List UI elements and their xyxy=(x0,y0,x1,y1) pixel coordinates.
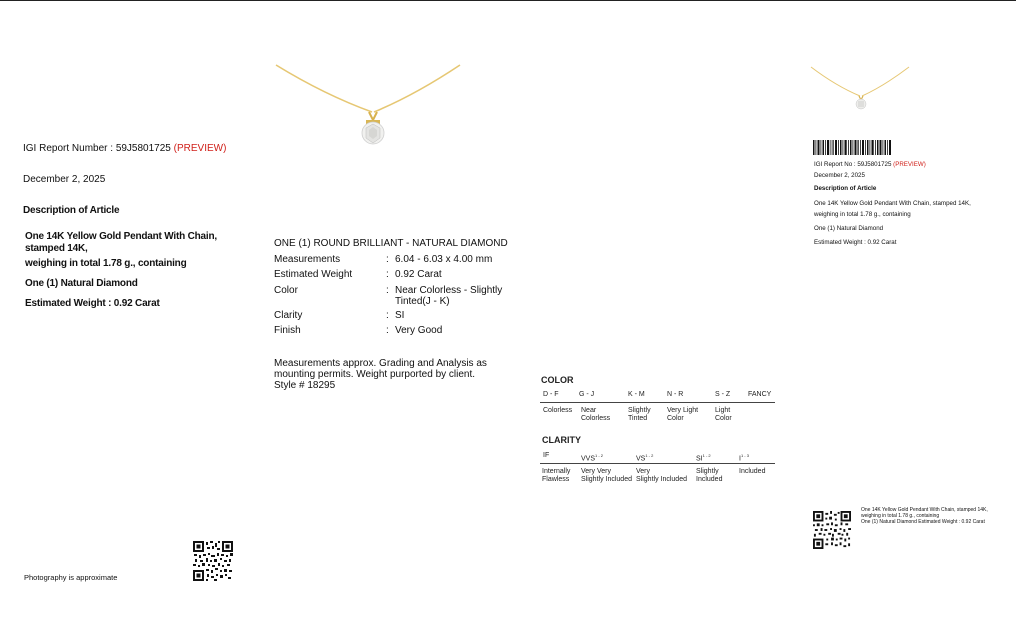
clarity-desc-line: Internally xyxy=(542,468,571,475)
spec-colon: : xyxy=(386,310,389,321)
preview-badge: (PREVIEW) xyxy=(173,143,227,154)
clarity-desc-line: Slightly Included xyxy=(581,476,632,483)
clarity-grade-sup: 1 - 2 xyxy=(645,453,654,458)
report-date: December 2, 2025 xyxy=(23,174,106,185)
color-desc xyxy=(628,407,651,423)
spec-label: Estimated Weight xyxy=(274,269,353,280)
color-desc xyxy=(667,407,698,423)
clarity-grade xyxy=(739,452,749,463)
card-article-line-1: One 14K Yellow Gold Pendant With Chain, stamped 14K, xyxy=(814,200,971,207)
clarity-grade-sup: 1 - 2 xyxy=(595,453,604,458)
card-report-number-line xyxy=(814,161,926,169)
clarity-desc xyxy=(581,468,632,484)
color-desc-line: Tinted xyxy=(628,415,648,422)
card-article-line-2: weighing in total 1.78 g., containing xyxy=(814,211,911,218)
measurement-note: Measurements approx. Grading and Analysis as mounting permits. Weight purported by client. xyxy=(274,358,487,380)
clarity-grade-sup: 1 - 2 xyxy=(702,453,711,458)
spec-value: Near Colorless - Slightly Tinted(J - K) xyxy=(395,285,503,307)
spec-value: 6.04 - 6.03 x 4.00 mm xyxy=(395,254,493,265)
spec-value: SI xyxy=(395,310,405,321)
color-desc-line: Color xyxy=(667,415,684,422)
color-scale-title: COLOR xyxy=(541,375,574,385)
clarity-desc xyxy=(696,468,722,484)
clarity-grade xyxy=(636,452,653,463)
color-desc-line: Very Light xyxy=(667,407,699,414)
clarity-grade-text: IF xyxy=(543,452,550,459)
article-line-4: Estimated Weight : 0.92 Carat xyxy=(25,298,160,309)
diamond-title: ONE (1) ROUND BRILLIANT - NATURAL DIAMOND xyxy=(274,238,508,249)
top-border xyxy=(0,0,1016,1)
clarity-desc-line: Included xyxy=(739,468,766,475)
clarity-desc-line: Slightly xyxy=(696,468,719,475)
article-line-3: One (1) Natural Diamond xyxy=(25,278,138,289)
card-qr-text-line-2: weighing in total 1.78 g., containing xyxy=(861,513,940,519)
spec-colon: : xyxy=(386,269,389,280)
spec-value: Very Good xyxy=(395,325,443,336)
clarity-desc-line: Very xyxy=(636,468,651,475)
clarity-desc xyxy=(636,468,687,484)
color-grade: K - M xyxy=(628,391,645,398)
card-report-number: 59J5801725 xyxy=(857,161,892,168)
card-article-line-3: One (1) Natural Diamond xyxy=(814,225,884,232)
spec-colon: : xyxy=(386,325,389,336)
card-article-heading: Description of Article xyxy=(814,185,877,192)
card-date: December 2, 2025 xyxy=(814,172,865,179)
clarity-grade xyxy=(543,452,549,460)
article-line-2: weighing in total 1.78 g., containing xyxy=(25,258,187,269)
qr-code-card xyxy=(813,511,851,549)
clarity-grade-text: I xyxy=(739,455,741,463)
color-grade: N - R xyxy=(667,391,684,398)
card-article-line-4: Estimated Weight : 0.92 Carat xyxy=(814,239,897,246)
spec-label: Measurements xyxy=(274,254,341,265)
color-desc-line: Colorless xyxy=(543,407,573,414)
card-preview-badge: (PREVIEW) xyxy=(893,161,926,168)
clarity-scale-title: CLARITY xyxy=(542,435,581,445)
article-line-1: One 14K Yellow Gold Pendant With Chain, stamped 14K, xyxy=(25,231,217,254)
clarity-grade-text: SI xyxy=(696,455,703,463)
card-report-label: IGI Report No : xyxy=(814,161,858,168)
clarity-desc-line: Included xyxy=(696,476,723,483)
spec-label: Color xyxy=(274,285,298,296)
spec-value: 0.92 Carat xyxy=(395,269,442,280)
color-desc-line: Color xyxy=(715,415,732,422)
color-desc xyxy=(581,407,610,423)
pendant-image xyxy=(270,60,470,150)
photo-note: Photography is approximate xyxy=(24,573,118,582)
report-number: 59J5801725 xyxy=(115,143,171,154)
color-desc xyxy=(543,407,572,415)
report-number-label: IGI Report Number : xyxy=(23,143,116,154)
clarity-desc-line: Flawless xyxy=(542,476,570,483)
card-qr-text-line-3: One (1) Natural Diamond Estimated Weight : 0.92 Carat xyxy=(861,519,985,525)
clarity-scale-line xyxy=(540,463,775,464)
barcode xyxy=(813,140,891,155)
color-scale-line xyxy=(540,402,775,403)
clarity-desc-line: Slightly Included xyxy=(636,476,687,483)
color-desc xyxy=(715,407,732,423)
card-qr-text xyxy=(861,507,1009,525)
spec-colon: : xyxy=(386,285,389,296)
color-desc-line: Light xyxy=(715,407,731,414)
clarity-desc xyxy=(739,468,765,476)
pendant-thumbnail xyxy=(808,64,913,112)
qr-code-main xyxy=(193,541,233,581)
clarity-grade-text: VS xyxy=(636,455,646,463)
card-qr-text-line-1: One 14K Yellow Gold Pendant With Chain, stamped 14K, xyxy=(861,507,988,513)
clarity-grade xyxy=(581,452,603,463)
color-desc-line: Near xyxy=(581,407,597,414)
report-number-line xyxy=(23,143,226,155)
spec-label: Clarity xyxy=(274,310,303,321)
clarity-desc xyxy=(542,468,570,484)
color-grade: G - J xyxy=(579,391,595,398)
clarity-desc-line: Very Very xyxy=(581,468,611,475)
color-grade: D - F xyxy=(543,391,559,398)
spec-label: Finish xyxy=(274,325,301,336)
clarity-grade-text: VVS xyxy=(581,455,596,463)
color-desc-line: Slightly xyxy=(628,407,651,414)
clarity-grade xyxy=(696,452,711,463)
color-grade: S - Z xyxy=(715,391,731,398)
style-number: Style # 18295 xyxy=(274,380,336,391)
color-desc-line: Colorless xyxy=(581,415,611,422)
clarity-grade-sup: 1 - 3 xyxy=(740,453,749,458)
spec-colon: : xyxy=(386,254,389,265)
color-grade: FANCY xyxy=(748,391,772,398)
article-heading: Description of Article xyxy=(23,205,120,216)
